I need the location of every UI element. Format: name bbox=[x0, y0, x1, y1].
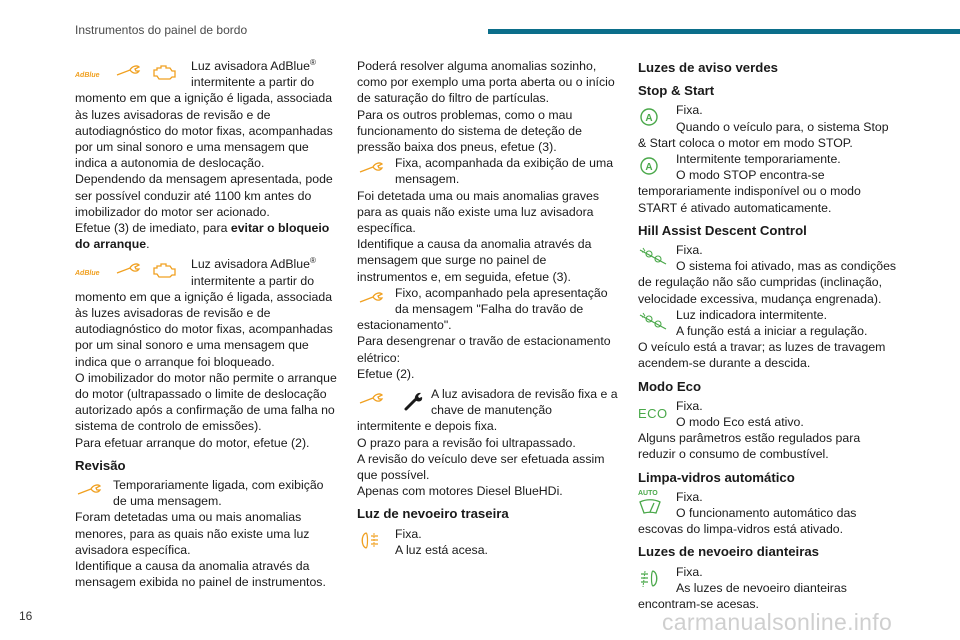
rear-fog-heading: Luz de nevoeiro traseira bbox=[357, 506, 509, 522]
engine-check-icon bbox=[151, 62, 177, 82]
service-wrench-icon bbox=[75, 481, 103, 497]
adblue-warning-1: AdBlue Luz avisadora AdBlue® intermitente a partir do bbox=[75, 58, 316, 90]
eco-heading: Modo Eco bbox=[638, 378, 702, 394]
eco-desc2: Alguns parâmetros estão regulados para reduzir o consumo de combustível. bbox=[638, 431, 861, 462]
front-fog-icon bbox=[638, 568, 664, 590]
revisao-heading: Revisão bbox=[75, 457, 126, 473]
maintenance-overdue-item: A luz avisadora de revisão fixa e a chave de manutenção intermitente e depois fixa. bbox=[357, 387, 618, 434]
hill-assist-blinking: Luz indicadora intermitente. A função está a iniciar a regulação. bbox=[638, 307, 900, 339]
col2-p6: Efetue (2). bbox=[357, 366, 415, 381]
svg-text:A: A bbox=[645, 162, 653, 174]
hill-assist-heading: Hill Assist Descent Control bbox=[638, 222, 807, 238]
column-1 bbox=[75, 58, 337, 591]
column-3 bbox=[638, 58, 900, 612]
column-2 bbox=[357, 58, 619, 558]
header-accent-bar bbox=[488, 29, 960, 34]
rear-fog-icon bbox=[357, 530, 381, 552]
stop-start-fixed: A Fixa. Quando o veículo para, o sistema Stop & Start coloca o motor em modo STOP. bbox=[638, 103, 889, 150]
adblue-icon: AdBlue bbox=[75, 72, 100, 79]
stop-start-icon bbox=[638, 106, 660, 128]
adblue-warning-2: AdBlue Luz avisadora AdBlue® intermitente a partir do bbox=[75, 256, 316, 288]
hill-descent-icon bbox=[638, 311, 668, 333]
stop-start-heading: Stop & Start bbox=[638, 83, 715, 99]
service-wrench-icon bbox=[357, 289, 385, 305]
eco-item: ECO Fixa. O modo Eco está ativo. bbox=[638, 398, 804, 430]
parking-brake-fault-item: Fixo, acompanhado pela apresentação da mensagem "Falha do travão de estacionamento". bbox=[357, 285, 608, 333]
col2-p8: A revisão do veículo deve ser efetuada assim que possível. bbox=[357, 451, 605, 483]
service-wrench-icon bbox=[115, 62, 141, 78]
green-lights-heading: Luzes de aviso verdes bbox=[638, 60, 779, 75]
col2-p4: Identifique a causa da anomalia através da mensagem que surge no painel de instrumentos e, em seguida, efetue (3). bbox=[357, 237, 592, 284]
service-fixed-item: Fixa, acompanhada da exibição de uma mensagem. bbox=[357, 155, 619, 187]
stop-start-blinking: A Intermitente temporariamente. O modo STOP encontra-se temporariamente indisponível ou o modo START é ativado automaticamente. bbox=[638, 152, 861, 215]
adblue-icon: AdBlue bbox=[75, 270, 100, 278]
front-fog-item: Fixa. As luzes de nevoeiro dianteiras encontram-se acesas. bbox=[638, 564, 847, 612]
page-number: 16 bbox=[19, 609, 33, 623]
service-wrench-icon bbox=[357, 159, 385, 175]
rear-fog-item: Fixa. A luz está acesa. bbox=[357, 526, 619, 558]
front-fog-heading: Luzes de nevoeiro dianteiras bbox=[638, 544, 820, 560]
adblue-1-body2: Dependendo da mensagem apresentada, pode ser possível conduzir até 1100 km antes do imobilizador do motor ser acionado. bbox=[75, 172, 333, 219]
auto-wiper-icon bbox=[638, 498, 662, 516]
adblue-2-body2: O imobilizador do motor não permite o arranque do motor (ultrapassado o limite de deslocação autorizado após a confirmação de uma falha no sistema de controlo de emissões). bbox=[75, 370, 337, 434]
service-wrench-icon bbox=[357, 390, 385, 406]
col2-p2: Para os outros problemas, como o mau funcionamento do sistema de deteção de pressão baixa dos pneus, efetue (3). bbox=[357, 107, 582, 155]
running-header: Instrumentos do painel de bordo bbox=[75, 23, 248, 37]
auto-label: AUTO bbox=[638, 489, 658, 497]
hill-assist-fixed: Fixa. O sistema foi ativado, mas as condições de regulação não são cumpridas (inclinação, velocidade excessiva, mudança engrenada). bbox=[638, 243, 897, 306]
engine-check-icon bbox=[151, 260, 177, 280]
col2-p3: Foi detetada uma ou mais anomalias graves para as quais não existe uma luz avisadora específica. bbox=[357, 188, 599, 236]
maintenance-key-icon bbox=[403, 390, 425, 412]
revisao-body: Foram detetadas uma ou mais anomalias menores, para as quais não existe uma luz avisadora específica. bbox=[75, 510, 310, 557]
adblue-2-body3: Para efetuar arranque do motor, efetue (2). bbox=[75, 435, 310, 450]
adblue-2-body: momento em que a ignição é ligada, associada às luzes avisadoras de revisão e de autodiagnóstico do motor fixas, acompanhadas por um sinal sonoro e uma mensagem que indica que o arranque foi bloqueado. bbox=[75, 289, 333, 369]
col2-p1: Poderá resolver alguma anomalias sozinho, como por exemplo uma porta aberta ou o início de saturação do filtro de partículas. bbox=[357, 59, 615, 106]
auto-wiper-item: AUTO Fixa. O funcionamento automático das escovas do limpa-vidros está ativado. bbox=[638, 489, 857, 537]
hill-assist-desc2: O veículo está a travar; as luzes de travagem acendem-se durante a descida. bbox=[638, 340, 886, 371]
svg-text:A: A bbox=[645, 113, 653, 125]
adblue-1-body: momento em que a ignição é ligada, associada às luzes avisadoras de revisão e de autodiagnóstico do motor fixas, acompanhadas por um sinal sonoro e uma mensagem que indica a autonomia de deslocação. bbox=[75, 91, 333, 171]
col2-p7: O prazo para a revisão foi ultrapassado. bbox=[357, 435, 576, 450]
watermark: carmanualsonline.info bbox=[662, 609, 893, 635]
col2-p9: Apenas com motores Diesel BlueHDi. bbox=[357, 484, 563, 499]
stop-start-icon bbox=[638, 155, 660, 177]
revisao-body2: Identifique a causa da anomalia através da mensagem exibida no painel de instrumentos. bbox=[75, 559, 326, 590]
service-wrench-icon bbox=[115, 260, 141, 276]
adblue-1-body3: Efetue (3) de imediato, para evitar o bloqueio do arranque. bbox=[75, 221, 330, 252]
hill-descent-icon bbox=[638, 246, 668, 268]
auto-wiper-heading: Limpa-vidros automático bbox=[638, 469, 795, 485]
eco-icon: ECO bbox=[638, 405, 668, 421]
col2-p5: Para desengrenar o travão de estacionamento elétrico: bbox=[357, 334, 611, 365]
revisao-item: Temporariamente ligada, com exibição de uma mensagem. bbox=[75, 477, 337, 509]
